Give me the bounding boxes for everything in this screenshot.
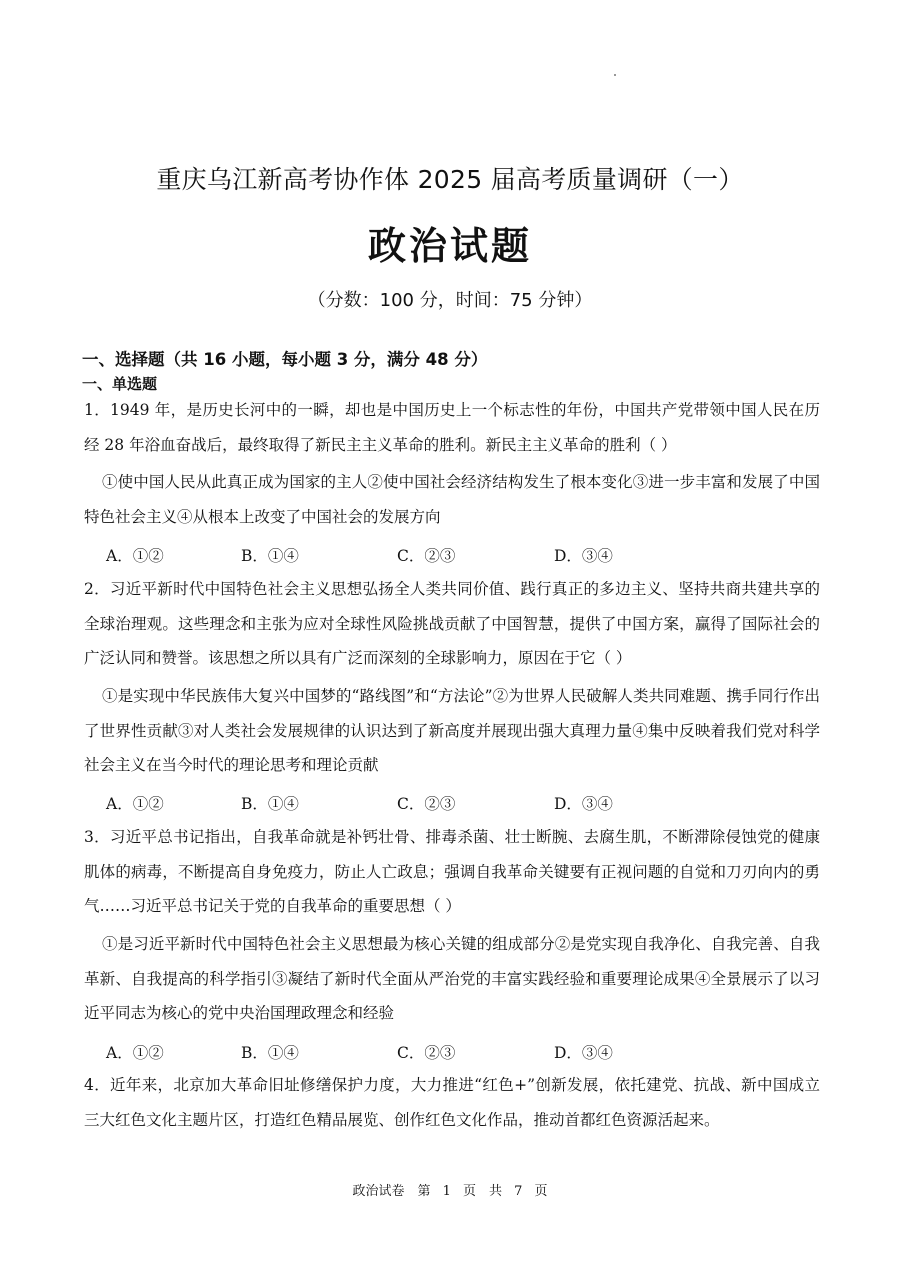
question-1-stem: 1．1949 年，是历史长河中的一瞬，却也是中国历史上一个标志性的年份，中国共产党带领中国人民在历经 28 年浴血奋战后，最终取得了新民主主义革命的胜利。新民主主义革命的胜利（ ） bbox=[84, 401, 820, 454]
question-4-stem: 4．近年来，北京加大革命旧址修缮保护力度，大力推进“红色+”创新发展，依托建党、抗战、新中国成立三大红色文化主题片区，打造红色精品展览、创作红色文化作品，推动首都红色资源活起来。 bbox=[84, 1076, 820, 1129]
option-d[interactable]: D．③④ bbox=[554, 1044, 613, 1062]
exam-title: 重庆乌江新高考协作体 2025 届高考质量调研（一） bbox=[156, 165, 744, 194]
scan-speck bbox=[614, 74, 616, 76]
option-b[interactable]: B．①④ bbox=[241, 547, 299, 565]
question-2-stem: 2．习近平新时代中国特色社会主义思想弘扬全人类共同价值、践行真正的多边主义、坚持共商共建共享的全球治理观。这些理念和主张为应对全球性风险挑战贡献了中国智慧，提供了中国方案，赢得了国际社会的广泛认同和赞誉。该思想之所以具有广泛而深刻的全球影响力，原因在于它（ ） bbox=[84, 580, 820, 667]
option-c[interactable]: C．②③ bbox=[397, 795, 456, 813]
question-3-statements: ①是习近平新时代中国特色社会主义思想最为核心关键的组成部分②是党实现自我净化、自我完善、自我革新、自我提高的科学指引③凝结了新时代全面从严治党的丰富实践经验和重要理论成果④全景展示了以习近平同志为核心的党中央治国理政理念和经验 bbox=[84, 935, 820, 1022]
option-c[interactable]: C．②③ bbox=[397, 1044, 456, 1062]
question-2-statements: ①是实现中华民族伟大复兴中国梦的“路线图”和“方法论”②为世界人民破解人类共同难题、携手同行作出了世界性贡献③对人类社会发展规律的认识达到了新高度并展现出强大真理力量④集中反映着我们党对科学社会主义在当今时代的理论思考和理论贡献 bbox=[84, 687, 820, 774]
option-a[interactable]: A．①② bbox=[106, 795, 164, 813]
option-a[interactable]: A．①② bbox=[106, 547, 164, 565]
question-3-stem: 3．习近平总书记指出，自我革命就是补钙壮骨、排毒杀菌、壮士断腕、去腐生肌，不断滞除侵蚀党的健康肌体的病毒，不断提高自身免疫力，防止人亡政息；强调自我革命关键要有正视问题的自觉和刀刃向内的勇气……习近平总书记关于党的自我革命的重要思想（ ） bbox=[84, 828, 820, 915]
option-a[interactable]: A．①② bbox=[106, 1044, 164, 1062]
option-b[interactable]: B．①④ bbox=[241, 1044, 299, 1062]
option-d[interactable]: D．③④ bbox=[554, 795, 613, 813]
exam-info: （分数：100 分，时间：75 分钟） bbox=[307, 290, 593, 311]
option-d[interactable]: D．③④ bbox=[554, 547, 613, 565]
page-footer: 政治试卷 第 1 页 共 7 页 bbox=[352, 1184, 548, 1199]
question-1-statements: ①使中国人民从此真正成为国家的主人②使中国社会经济结构发生了根本变化③进一步丰富和发展了中国特色社会主义④从根本上改变了中国社会的发展方向 bbox=[84, 473, 820, 526]
section-heading: 一、选择题（共 16 小题，每小题 3 分，满分 48 分） bbox=[82, 350, 488, 369]
section-subheading: 一、单选题 bbox=[82, 375, 158, 393]
option-b[interactable]: B．①④ bbox=[241, 795, 299, 813]
option-c[interactable]: C．②③ bbox=[397, 547, 456, 565]
subject-title: 政治试题 bbox=[367, 224, 532, 268]
